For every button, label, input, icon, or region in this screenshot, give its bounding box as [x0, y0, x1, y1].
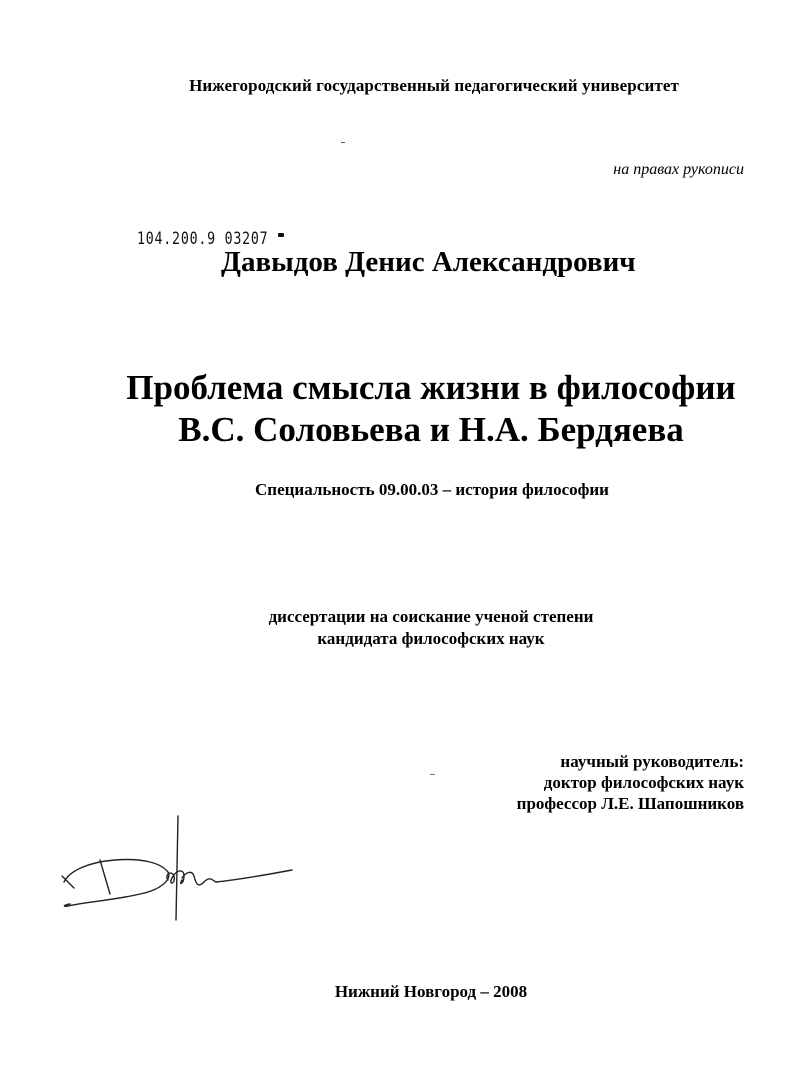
manuscript-note: на правах рукописи: [613, 161, 744, 178]
specialty: Специальность 09.00.03 – история философии: [255, 480, 609, 499]
title-line-1: Проблема смысла жизни в философии: [126, 368, 736, 407]
author-name: Давыдов Денис Александрович: [221, 246, 636, 278]
degree-line-1: диссертации на соискание ученой степени: [268, 607, 594, 626]
supervisor-label: научный руководитель:: [560, 752, 744, 771]
city-year: Нижний Новгород – 2008: [334, 982, 528, 1001]
supervisor-degree: доктор философских наук: [543, 773, 744, 792]
stamp-mark: [278, 233, 284, 237]
dissertation-title: [0, 367, 796, 451]
scan-speck: [341, 142, 345, 143]
degree-statement: [0, 606, 796, 650]
supervisor-name: профессор Л.Е. Шапошников: [516, 794, 744, 813]
title-line-2: В.С. Соловьева и Н.А. Бердяева: [178, 410, 684, 449]
supervisor-block: [517, 751, 744, 814]
archive-stamp-number: 104.200.9 03207: [137, 229, 269, 249]
university-name: Нижегородский государственный педагогический университет: [189, 76, 679, 95]
degree-line-2: кандидата философских наук: [317, 629, 545, 648]
scan-speck: [430, 774, 435, 775]
signature-icon: [60, 810, 310, 930]
